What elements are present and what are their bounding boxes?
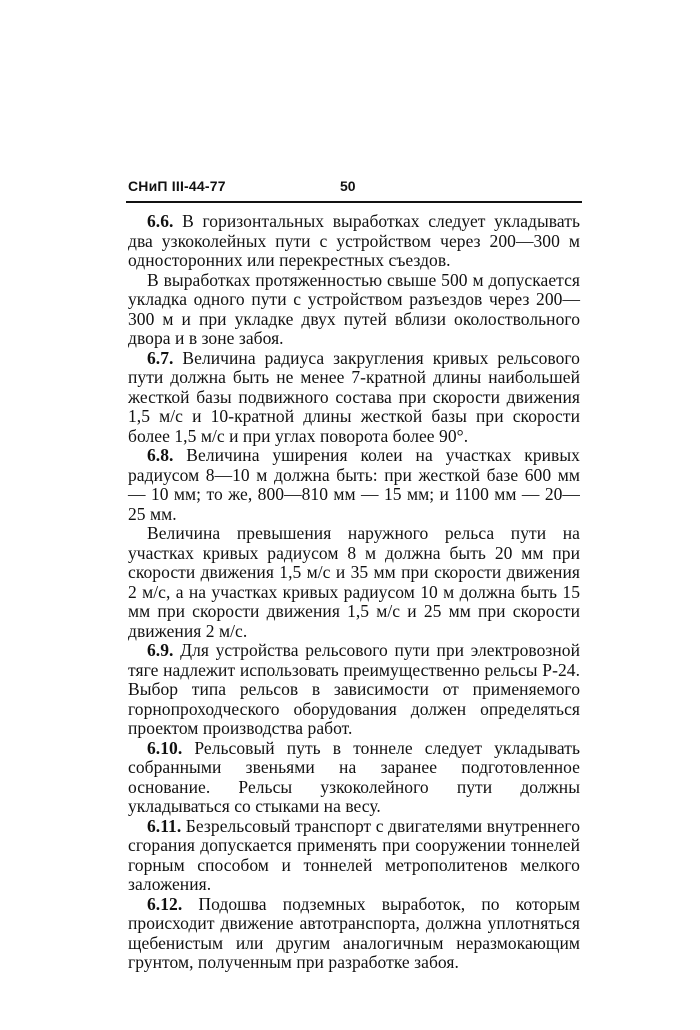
paragraph-number: 6.8. (147, 445, 174, 465)
paragraph-text: Величина радиуса закругления кривых рельсового пути должна быть не менее 7-кратной длины наибольшей жесткой базы подвижного состава при скорости движения 1,5 м/с и 10-кратной длины жесткой базы при скорости более 1,5 м/с и при углах поворота более 90°. (128, 347, 580, 446)
page-number: 50 (340, 178, 356, 194)
paragraph-6-11 (128, 817, 580, 895)
paragraph-6-12 (128, 895, 580, 973)
paragraph-number: 6.11. (147, 815, 182, 836)
paragraph-6-7 (128, 349, 580, 447)
document-code: СНиП III-44-77 (128, 178, 226, 194)
paragraph-text: Рельсовый путь в тоннеле следует укладывать собранными звеньями на заранее подготовленное основание. Рельсы узкоколейного пути должны укладываться со стыками на весу. (128, 737, 580, 816)
paragraph-text: Безрельсовый транспорт с двигателями внутреннего сгорания допускается применять при сооружении тоннелей горным способом и тоннелей метрополитенов мелкого заложения. (128, 815, 580, 894)
paragraph-number: 6.6. (147, 211, 174, 231)
body-text (128, 212, 580, 973)
header-rule (126, 201, 582, 203)
paragraph-6-8-continued (128, 524, 580, 641)
paragraph-6-6-continued (128, 271, 580, 349)
paragraph-6-10 (128, 739, 580, 817)
paragraph-number: 6.12. (147, 893, 183, 914)
paragraph-text: Величина уширения колеи на участках кривых радиусом 8—10 м должна быть: при жесткой базе 600 мм — 10 мм; то же, 800—810 мм — 15 мм; и 1100 мм — 20—25 мм. (128, 445, 580, 524)
paragraph-text: В горизонтальных выработках следует укладывать два узкоколейных пути с устройством через 200—300 м односторонних или перекрестных съездов. (128, 211, 580, 270)
paragraph-text: В выработках протяженностью свыше 500 м допускается укладка одного пути с устройством разъездов через 200—300 м и при укладке двух путей вблизи околоствольного двора и в зоне забоя. (128, 269, 580, 348)
paragraph-6-6 (128, 212, 580, 271)
paragraph-6-8 (128, 446, 580, 524)
paragraph-text: Для устройства рельсового пути при электровозной тяге надлежит использовать преимущественно рельсы Р-24. Выбор типа рельсов в зависимости от применяемого горнопроходческого оборудования должен определяться проектом производства работ. (128, 640, 580, 738)
paragraph-number: 6.7. (147, 347, 174, 368)
paragraph-number: 6.10. (147, 737, 183, 758)
paragraph-text: Подошва подземных выработок, по которым происходит движение автотранспорта, должна уплотняться щебенистым или другим аналогичным неразмокающим грунтом, полученным при разработке забоя. (128, 893, 580, 972)
paragraph-number: 6.9. (147, 640, 174, 660)
paragraph-text: Величина превышения наружного рельса пути на участках кривых радиусом 8 м должна быть 20 мм при скорости движения 1,5 м/с и 35 мм при скорости движения 2 м/с, а на участках кривых радиусом 10 м должна быть 15 мм при скорости движения 1,5 м/с и 25 мм при скорости движения 2 м/с. (128, 523, 580, 641)
page-header (128, 178, 580, 200)
paragraph-6-9 (128, 641, 580, 739)
